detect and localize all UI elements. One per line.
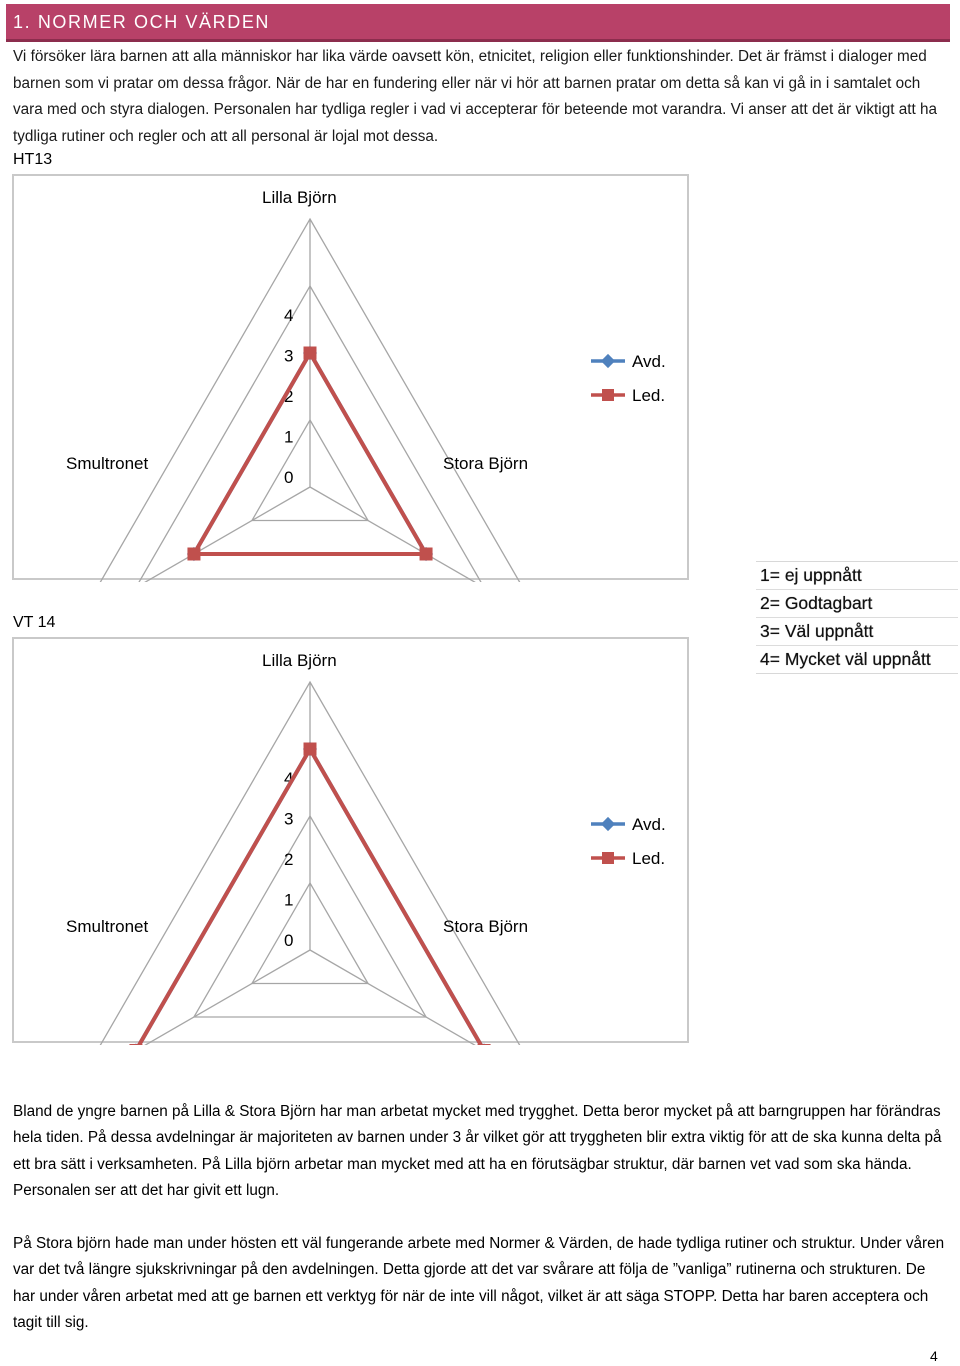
radar-chart-vt14-svg bbox=[14, 639, 691, 1045]
radar-chart-ht13-svg bbox=[14, 176, 691, 582]
category-label: Stora Björn bbox=[443, 454, 529, 473]
scale-legend-item: 3= Väl uppnått bbox=[756, 618, 958, 646]
axis-tick-label: 4 bbox=[284, 306, 294, 325]
axis-tick-label: 2 bbox=[284, 387, 294, 406]
axis-tick-label: 4 bbox=[284, 769, 294, 788]
axis-tick-label: 3 bbox=[284, 809, 294, 829]
grid-spoke bbox=[78, 487, 310, 582]
axis-tick-label: 1 bbox=[284, 890, 294, 910]
radar-chart-vt14 bbox=[12, 637, 689, 1043]
legend-label: Led. bbox=[632, 849, 666, 868]
data-point bbox=[129, 1044, 142, 1045]
data-point bbox=[187, 548, 200, 561]
chart-label-ht13: HT13 bbox=[13, 151, 53, 168]
data-point bbox=[420, 548, 433, 561]
scale-legend-item: 2= Godtagbart bbox=[756, 590, 958, 618]
axis-tick-label: 0 bbox=[284, 931, 294, 950]
category-label: Lilla Björn bbox=[262, 651, 337, 670]
scale-legend-item: 1= ej uppnått bbox=[756, 562, 958, 590]
legend-swatch-marker bbox=[601, 817, 615, 831]
section-heading: 1. NORMER OCH VÄRDEN bbox=[13, 12, 271, 32]
axis-tick-label: 0 bbox=[284, 468, 294, 487]
data-point bbox=[478, 1044, 491, 1045]
body-paragraph-1: Bland de yngre barnen på Lilla & Stora Björn har man arbetat mycket med trygghet. Detta beror mycket på att barngruppen har förändras hela tiden. På dessa avdelningar är majoriteten av barnen under 3 år vilket gör att tryggheten blir extra viktig för att de ska kunna delta på ett bra sätt i verksamheten. På Lilla björn arbetar man mycket med att ha en förutsägbar struktur, där barnen vet vad som ska hända. Personalen ser att det har givit ett lugn. bbox=[13, 1103, 942, 1199]
axis-tick-label: 2 bbox=[284, 850, 294, 869]
intro-paragraph: Vi försöker lära barnen att alla människor har lika värde oavsett kön, etnicitet, religion eller funktionshinder. Det är främst i dialoger med barnen som vi pratar om dessa frågor. När de har en fundering eller när vi hör att barnen pratar om detta så kan vi gå in i samtalet och vara med och styra dialogen. Personalen har tydliga regler i vad vi accepterar för beteende mot varandra. Vi anser att det är viktigt att ha tydliga rutiner och regler och att all personal är lojal mot dessa. bbox=[13, 48, 937, 145]
section-heading-bar bbox=[6, 4, 950, 42]
legend-swatch-marker bbox=[602, 389, 614, 401]
radar-chart-ht13 bbox=[12, 174, 689, 580]
chart-label-vt14: VT 14 bbox=[13, 614, 56, 631]
axis-tick-label: 1 bbox=[284, 427, 294, 447]
legend-label: Led. bbox=[632, 386, 666, 405]
grid-spoke bbox=[310, 487, 542, 582]
legend-label: Avd. bbox=[632, 815, 666, 834]
data-point bbox=[304, 743, 317, 756]
legend-swatch-marker bbox=[601, 354, 615, 368]
category-label: Stora Björn bbox=[443, 917, 529, 936]
category-label: Smultronet bbox=[66, 917, 149, 936]
grid-spoke bbox=[78, 950, 310, 1045]
category-label: Lilla Björn bbox=[262, 188, 337, 207]
grid-spoke bbox=[310, 950, 542, 1045]
page-number: 4 bbox=[930, 1348, 938, 1364]
scale-legend bbox=[756, 561, 958, 674]
body-paragraph-2: På Stora björn hade man under hösten ett väl fungerande arbete med Normer & Värden, de hade tydliga rutiner och struktur. Under våren var det två längre sjukskrivningar på den avdelningen. Detta gjorde att det var svårare att följa de ”vanliga” rutinerna och strukturen. De har under våren arbetat med att ge barnen ett verktyg för när de inte vill något, vilket är att säga STOPP. Detta har baren acceptera och tagit till sig. bbox=[13, 1235, 945, 1331]
category-label: Smultronet bbox=[66, 454, 149, 473]
legend-swatch-marker bbox=[602, 852, 614, 864]
data-point bbox=[304, 347, 317, 360]
scale-legend-item: 4= Mycket väl uppnått bbox=[760, 649, 931, 669]
axis-tick-label: 3 bbox=[284, 346, 294, 366]
legend-label: Avd. bbox=[632, 352, 666, 371]
